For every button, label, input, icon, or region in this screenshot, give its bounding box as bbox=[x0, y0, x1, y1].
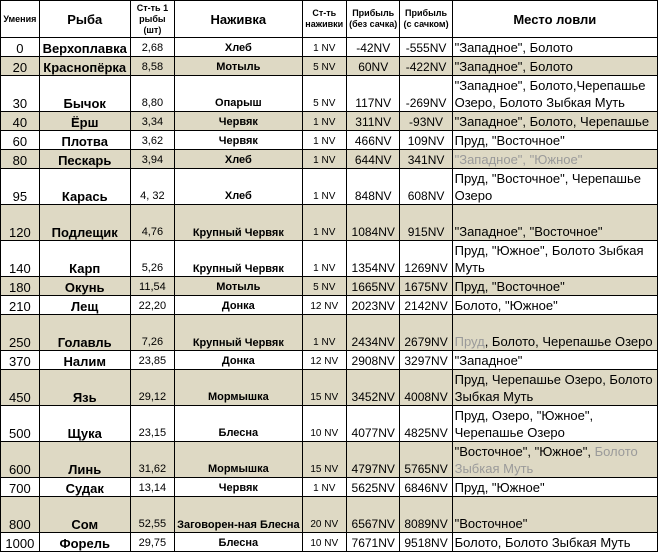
place-text: Пруд, "Восточное", Черепашье Озеро bbox=[454, 171, 641, 203]
fish-name-cell: Налим bbox=[39, 351, 130, 370]
fish-name-cell: Щука bbox=[39, 406, 130, 442]
bait-cell: Хлеб bbox=[175, 169, 302, 205]
fish-price-cell: 23,15 bbox=[130, 406, 174, 442]
header-profit-hook: Прибыль (с сачком) bbox=[400, 1, 452, 38]
fish-name-cell: Краснопёрка bbox=[39, 57, 130, 76]
bait-cell: Мормышка bbox=[175, 370, 302, 406]
place-text: Пруд, "Южное" bbox=[454, 480, 545, 495]
table-row bbox=[1, 241, 658, 277]
fish-price-cell: 22,20 bbox=[130, 296, 174, 315]
bait-cell: Блесна bbox=[175, 406, 302, 442]
bait-cell: Мотыль bbox=[175, 57, 302, 76]
profit-no-hook-cell: 1354NV bbox=[346, 241, 400, 277]
fish-price-cell: 3,62 bbox=[130, 131, 174, 150]
profit-hook-cell: 915NV bbox=[400, 205, 452, 241]
bait-cell: Червяк bbox=[175, 112, 302, 131]
bait-cell: Опарыш bbox=[175, 76, 302, 112]
fish-name-cell: Сом bbox=[39, 497, 130, 533]
fish-name-cell: Голавль bbox=[39, 315, 130, 351]
bait-cell: Червяк bbox=[175, 131, 302, 150]
header-place: Место ловли bbox=[452, 1, 657, 38]
bait-cost-cell: 1 NV bbox=[302, 150, 346, 169]
profit-hook-cell: -93NV bbox=[400, 112, 452, 131]
bait-cost-cell: 5 NV bbox=[302, 277, 346, 296]
table-row bbox=[1, 131, 658, 150]
skill-cell: 60 bbox=[1, 131, 40, 150]
bait-cost-cell: 10 NV bbox=[302, 406, 346, 442]
profit-hook-cell: 608NV bbox=[400, 169, 452, 205]
fish-name-cell: Верхоплавка bbox=[39, 38, 130, 57]
place-cell bbox=[452, 131, 657, 150]
bait-cell: Крупный Червяк bbox=[175, 315, 302, 351]
bait-cost-cell: 1 NV bbox=[302, 478, 346, 497]
table-row bbox=[1, 169, 658, 205]
skill-cell: 20 bbox=[1, 57, 40, 76]
table-row bbox=[1, 370, 658, 406]
skill-cell: 0 bbox=[1, 38, 40, 57]
table-row bbox=[1, 406, 658, 442]
place-text: Пруд, Озеро, "Южное", Черепашье Озеро bbox=[454, 408, 594, 440]
table-row bbox=[1, 497, 658, 533]
profit-hook-cell: 341NV bbox=[400, 150, 452, 169]
header-price: Ст-ть 1 рыбы (шт) bbox=[130, 1, 174, 38]
place-cell bbox=[452, 76, 657, 112]
profit-hook-cell: -422NV bbox=[400, 57, 452, 76]
profit-hook-cell: 109NV bbox=[400, 131, 452, 150]
fish-price-cell: 11,54 bbox=[130, 277, 174, 296]
fish-price-cell: 4,76 bbox=[130, 205, 174, 241]
bait-cost-cell: 1 NV bbox=[302, 38, 346, 57]
place-text: "Западное" bbox=[454, 353, 523, 368]
skill-cell: 800 bbox=[1, 497, 40, 533]
bait-cost-cell: 12 NV bbox=[302, 296, 346, 315]
bait-cost-cell: 15 NV bbox=[302, 442, 346, 478]
place-text: Пруд, Черепашье Озеро, Болото Зыбкая Муть bbox=[454, 372, 653, 404]
place-cell bbox=[452, 370, 657, 406]
profit-hook-cell: 4825NV bbox=[400, 406, 452, 442]
place-cell bbox=[452, 205, 657, 241]
profit-no-hook-cell: 1665NV bbox=[346, 277, 400, 296]
bait-cost-cell: 1 NV bbox=[302, 241, 346, 277]
skill-cell: 370 bbox=[1, 351, 40, 370]
place-cell bbox=[452, 351, 657, 370]
profit-hook-cell: 9518NV bbox=[400, 533, 452, 552]
fish-price-cell: 7,26 bbox=[130, 315, 174, 351]
profit-no-hook-cell: 4077NV bbox=[346, 406, 400, 442]
bait-cost-cell: 1 NV bbox=[302, 131, 346, 150]
fish-name-cell: Подлещик bbox=[39, 205, 130, 241]
table-row bbox=[1, 351, 658, 370]
profit-no-hook-cell: 644NV bbox=[346, 150, 400, 169]
fish-price-cell: 31,62 bbox=[130, 442, 174, 478]
bait-cell: Заговорен-ная Блесна bbox=[175, 497, 302, 533]
bait-cost-cell: 1 NV bbox=[302, 205, 346, 241]
bait-cell: Блесна bbox=[175, 533, 302, 552]
profit-no-hook-cell: 7671NV bbox=[346, 533, 400, 552]
table-row bbox=[1, 38, 658, 57]
skill-cell: 1000 bbox=[1, 533, 40, 552]
profit-no-hook-cell: 4797NV bbox=[346, 442, 400, 478]
table-row bbox=[1, 76, 658, 112]
profit-no-hook-cell: 466NV bbox=[346, 131, 400, 150]
header-bait: Наживка bbox=[175, 1, 302, 38]
fish-name-cell: Форель bbox=[39, 533, 130, 552]
table-row bbox=[1, 296, 658, 315]
fish-price-cell: 8,80 bbox=[130, 76, 174, 112]
place-cell bbox=[452, 497, 657, 533]
place-text-muted: "Западное", "Южное" bbox=[454, 152, 583, 167]
skill-cell: 120 bbox=[1, 205, 40, 241]
skill-cell: 40 bbox=[1, 112, 40, 131]
fish-name-cell: Пескарь bbox=[39, 150, 130, 169]
bait-cell: Хлеб bbox=[175, 38, 302, 57]
place-cell bbox=[452, 277, 657, 296]
profit-hook-cell: 1269NV bbox=[400, 241, 452, 277]
skill-cell: 80 bbox=[1, 150, 40, 169]
fish-name-cell: Плотва bbox=[39, 131, 130, 150]
table-row bbox=[1, 277, 658, 296]
place-cell bbox=[452, 57, 657, 76]
fish-price-cell: 2,68 bbox=[130, 38, 174, 57]
place-cell bbox=[452, 442, 657, 478]
skill-cell: 30 bbox=[1, 76, 40, 112]
profit-no-hook-cell: 2023NV bbox=[346, 296, 400, 315]
bait-cost-cell: 20 NV bbox=[302, 497, 346, 533]
bait-cost-cell: 12 NV bbox=[302, 351, 346, 370]
fish-price-cell: 23,85 bbox=[130, 351, 174, 370]
place-text: "Западное", Болото bbox=[454, 40, 573, 55]
place-text: , Болото, Черепашье Озеро bbox=[484, 334, 653, 349]
profit-no-hook-cell: 2434NV bbox=[346, 315, 400, 351]
fish-price-cell: 52,55 bbox=[130, 497, 174, 533]
place-text: "Западное", Болото, Черепашье bbox=[454, 114, 650, 129]
fish-name-cell: Бычок bbox=[39, 76, 130, 112]
fish-name-cell: Ёрш bbox=[39, 112, 130, 131]
place-text: Пруд, "Восточное" bbox=[454, 279, 565, 294]
fish-name-cell: Карась bbox=[39, 169, 130, 205]
bait-cost-cell: 5 NV bbox=[302, 57, 346, 76]
bait-cell: Мотыль bbox=[175, 277, 302, 296]
place-text: Пруд, "Южное", Болото Зыбкая Муть bbox=[454, 243, 644, 275]
profit-hook-cell: 3297NV bbox=[400, 351, 452, 370]
place-text: "Западное", "Восточное" bbox=[454, 224, 603, 239]
place-text: "Западное", Болото bbox=[454, 59, 573, 74]
place-text: Пруд, "Восточное" bbox=[454, 133, 565, 148]
place-text-muted: Болото Зыбкая Муть bbox=[454, 444, 638, 476]
profit-no-hook-cell: 6567NV bbox=[346, 497, 400, 533]
skill-cell: 500 bbox=[1, 406, 40, 442]
bait-cost-cell: 1 NV bbox=[302, 315, 346, 351]
profit-no-hook-cell: 848NV bbox=[346, 169, 400, 205]
place-cell bbox=[452, 241, 657, 277]
place-text-muted: Пруд bbox=[454, 334, 485, 349]
bait-cell: Хлеб bbox=[175, 150, 302, 169]
table-row bbox=[1, 315, 658, 351]
place-text: Болото, Болото Зыбкая Муть bbox=[454, 535, 631, 550]
place-cell bbox=[452, 296, 657, 315]
bait-cell: Крупный Червяк bbox=[175, 241, 302, 277]
profit-hook-cell: 6846NV bbox=[400, 478, 452, 497]
profit-no-hook-cell: 3452NV bbox=[346, 370, 400, 406]
bait-cell: Донка bbox=[175, 351, 302, 370]
fish-price-cell: 3,94 bbox=[130, 150, 174, 169]
place-cell bbox=[452, 315, 657, 351]
skill-cell: 180 bbox=[1, 277, 40, 296]
fish-name-cell: Лещ bbox=[39, 296, 130, 315]
bait-cost-cell: 1 NV bbox=[302, 112, 346, 131]
bait-cell: Червяк bbox=[175, 478, 302, 497]
skill-cell: 140 bbox=[1, 241, 40, 277]
table-row bbox=[1, 150, 658, 169]
bait-cost-cell: 5 NV bbox=[302, 76, 346, 112]
place-cell bbox=[452, 478, 657, 497]
profit-no-hook-cell: 311NV bbox=[346, 112, 400, 131]
header-fish: Рыба bbox=[39, 1, 130, 38]
table-row bbox=[1, 478, 658, 497]
place-cell bbox=[452, 150, 657, 169]
bait-cost-cell: 10 NV bbox=[302, 533, 346, 552]
skill-cell: 210 bbox=[1, 296, 40, 315]
place-text: "Восточное" bbox=[454, 516, 528, 531]
place-text: "Восточное", "Южное", bbox=[454, 444, 595, 459]
profit-hook-cell: 1675NV bbox=[400, 277, 452, 296]
bait-cost-cell: 15 NV bbox=[302, 370, 346, 406]
bait-cell: Крупный Червяк bbox=[175, 205, 302, 241]
header-skill: Умения bbox=[1, 1, 40, 38]
table-row bbox=[1, 205, 658, 241]
bait-cost-cell: 1 NV bbox=[302, 169, 346, 205]
profit-no-hook-cell: 1084NV bbox=[346, 205, 400, 241]
profit-hook-cell: 2142NV bbox=[400, 296, 452, 315]
place-cell bbox=[452, 112, 657, 131]
fish-price-cell: 8,58 bbox=[130, 57, 174, 76]
fish-price-cell: 29,12 bbox=[130, 370, 174, 406]
table-row bbox=[1, 442, 658, 478]
place-cell bbox=[452, 38, 657, 57]
place-text: "Западное", Болото,Черепашье Озеро, Болото Зыбкая Муть bbox=[454, 78, 646, 110]
header-bait-cost: Ст-ть наживки bbox=[302, 1, 346, 38]
fish-name-cell: Язь bbox=[39, 370, 130, 406]
fish-name-cell: Судак bbox=[39, 478, 130, 497]
table-row bbox=[1, 57, 658, 76]
skill-cell: 450 bbox=[1, 370, 40, 406]
table-row bbox=[1, 112, 658, 131]
header-profit-no-hook: Прибыль (без сачка) bbox=[346, 1, 400, 38]
skill-cell: 700 bbox=[1, 478, 40, 497]
profit-no-hook-cell: -42NV bbox=[346, 38, 400, 57]
fish-price-cell: 4, 32 bbox=[130, 169, 174, 205]
profit-no-hook-cell: 60NV bbox=[346, 57, 400, 76]
profit-hook-cell: 4008NV bbox=[400, 370, 452, 406]
bait-cell: Мормышка bbox=[175, 442, 302, 478]
profit-hook-cell: -555NV bbox=[400, 38, 452, 57]
skill-cell: 95 bbox=[1, 169, 40, 205]
profit-hook-cell: 8089NV bbox=[400, 497, 452, 533]
fish-price-cell: 5,26 bbox=[130, 241, 174, 277]
place-cell bbox=[452, 406, 657, 442]
fish-price-cell: 3,34 bbox=[130, 112, 174, 131]
place-cell bbox=[452, 169, 657, 205]
fish-name-cell: Линь bbox=[39, 442, 130, 478]
bait-cell: Донка bbox=[175, 296, 302, 315]
fish-price-cell: 29,75 bbox=[130, 533, 174, 552]
header-row bbox=[1, 1, 658, 38]
profit-hook-cell: -269NV bbox=[400, 76, 452, 112]
fish-name-cell: Окунь bbox=[39, 277, 130, 296]
fish-name-cell: Карп bbox=[39, 241, 130, 277]
fish-price-cell: 13,14 bbox=[130, 478, 174, 497]
profit-hook-cell: 5765NV bbox=[400, 442, 452, 478]
profit-no-hook-cell: 2908NV bbox=[346, 351, 400, 370]
profit-no-hook-cell: 5625NV bbox=[346, 478, 400, 497]
profit-no-hook-cell: 117NV bbox=[346, 76, 400, 112]
profit-hook-cell: 2679NV bbox=[400, 315, 452, 351]
skill-cell: 600 bbox=[1, 442, 40, 478]
skill-cell: 250 bbox=[1, 315, 40, 351]
place-text: Болото, "Южное" bbox=[454, 298, 558, 313]
